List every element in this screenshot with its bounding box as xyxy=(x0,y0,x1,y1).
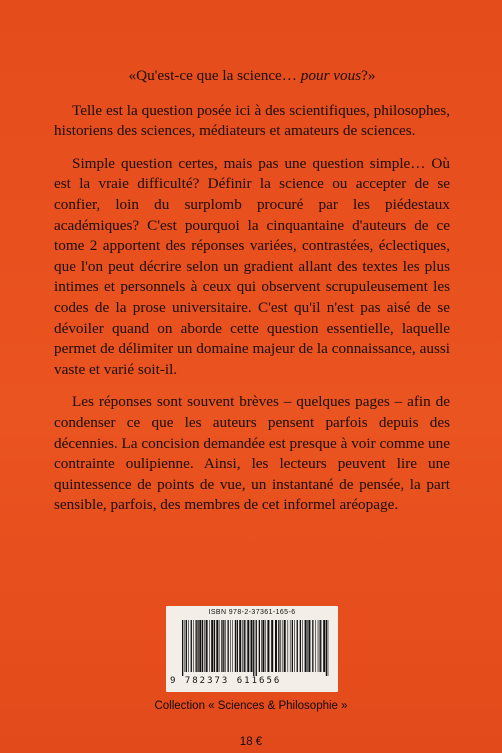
barcode-bar xyxy=(328,620,329,676)
barcode-bar xyxy=(206,620,208,672)
barcode-bar xyxy=(223,620,224,672)
barcode-bar xyxy=(188,620,189,672)
barcode-bar xyxy=(271,620,273,672)
barcode-bar xyxy=(247,620,249,672)
barcode-bar xyxy=(290,620,291,672)
barcode-bar xyxy=(292,620,293,672)
barcode-bar xyxy=(193,620,194,672)
barcode-bar xyxy=(202,620,203,672)
paragraph-1: Telle est la question posée ici à des scientifiques, philosophes, historiens des sciences, médiateurs et amateurs de sciences. xyxy=(54,101,450,140)
barcode-bar xyxy=(259,620,260,672)
barcode-bar xyxy=(232,620,233,672)
barcode-bar xyxy=(275,620,277,672)
barcode-bar xyxy=(185,620,186,672)
barcode-bar xyxy=(288,620,289,672)
barcode-bar xyxy=(323,620,325,672)
barcode-bar xyxy=(246,620,247,672)
barcode-bar xyxy=(320,620,321,672)
barcode-bar xyxy=(305,620,307,672)
collection-name: Collection « Sciences & Philosophie » xyxy=(154,700,348,712)
barcode-bar xyxy=(284,620,286,672)
barcode-bar xyxy=(230,620,231,672)
back-cover-text xyxy=(54,66,450,528)
barcode-bar xyxy=(199,620,201,672)
barcode-bar xyxy=(216,620,218,672)
barcode-bar xyxy=(186,620,187,672)
barcode-bar xyxy=(214,620,215,672)
barcode-bar xyxy=(244,620,245,672)
barcode-bar xyxy=(228,620,229,672)
barcode-bar xyxy=(280,620,281,672)
barcode-bar xyxy=(253,620,254,676)
barcode-bar xyxy=(297,620,298,672)
barcode-bar xyxy=(209,620,210,672)
barcode-box xyxy=(166,606,338,692)
barcode-bar xyxy=(191,620,192,672)
barcode-bar xyxy=(267,620,269,672)
barcode-bar xyxy=(308,620,310,672)
barcode-bar xyxy=(196,620,197,672)
barcode-bar xyxy=(326,620,327,676)
barcode-bar xyxy=(197,620,198,672)
barcode-bar xyxy=(237,620,238,672)
barcode-bar xyxy=(307,620,308,672)
barcode-bar xyxy=(242,620,243,672)
barcode-bar xyxy=(219,620,220,672)
barcode-bar xyxy=(211,620,213,672)
price: 18 € xyxy=(239,736,263,748)
barcode-bar xyxy=(278,620,279,672)
barcode-bar xyxy=(256,620,257,676)
barcode-bar xyxy=(294,620,295,672)
isbn-label: ISBN 978-2-37361-165-6 xyxy=(208,609,296,616)
barcode-bar xyxy=(182,620,183,676)
barcode-digits: 9 782373 611656 xyxy=(170,676,282,686)
paragraph-2: Simple question certes, mais pas une question simple… Où est la vraie difficulté? Définir la science ou accepter de se confier, loin du surplomb procuré par les piédestaux académiques? C'est pourquoi la cinquantaine d'auteurs de ce tome 2 apportent des réponses variées, contrastées, éclectiques, que l'on peut décrire selon un gradient allant des textes les plus intimes et personnels à ceux qui observent scrupuleusement les codes de la prose universitaire. C'est qu'il n'est pas aisé de se dévoiler quand on aborde cette question essentielle, laquelle permet de délimiter un domaine majeur de la connaissance, aussi vaste et varié soit-il. xyxy=(54,154,450,378)
cover-quote xyxy=(54,66,450,87)
barcode-bar xyxy=(225,620,226,672)
barcode-bar xyxy=(221,620,222,672)
paragraph-3: Les réponses sont souvent brèves – quelques pages – afin de condenser ce que les auteurs pensent parfois depuis des décennies. La concision demandée est presque à voir comme une contrainte oulipienne. Ainsi, les lecteurs peuvent lire une quintessence de points de vue, un instantané de pensée, la part sensible, parfois, des membres de cet informel aréopage. xyxy=(54,393,450,514)
quote-suffix: ?» xyxy=(361,67,376,84)
barcode-bar xyxy=(300,620,301,672)
barcode-bar xyxy=(235,620,236,672)
barcode-bar xyxy=(302,620,303,672)
barcode-bars xyxy=(180,620,330,676)
barcode-bar xyxy=(315,620,316,672)
quote-prefix: «Qu'est-ce que la science… xyxy=(128,67,301,84)
barcode-bar xyxy=(318,620,319,672)
barcode-bar xyxy=(265,620,266,672)
barcode-bar xyxy=(261,620,262,672)
quote-italic: pour vous xyxy=(300,67,362,84)
barcode-bar xyxy=(239,620,241,672)
barcode-bar xyxy=(312,620,313,672)
barcode-bar xyxy=(319,620,320,672)
barcode-bar xyxy=(262,620,264,672)
barcode-bar xyxy=(282,620,283,672)
barcode-bar xyxy=(204,620,205,672)
barcode-bar xyxy=(251,620,253,672)
